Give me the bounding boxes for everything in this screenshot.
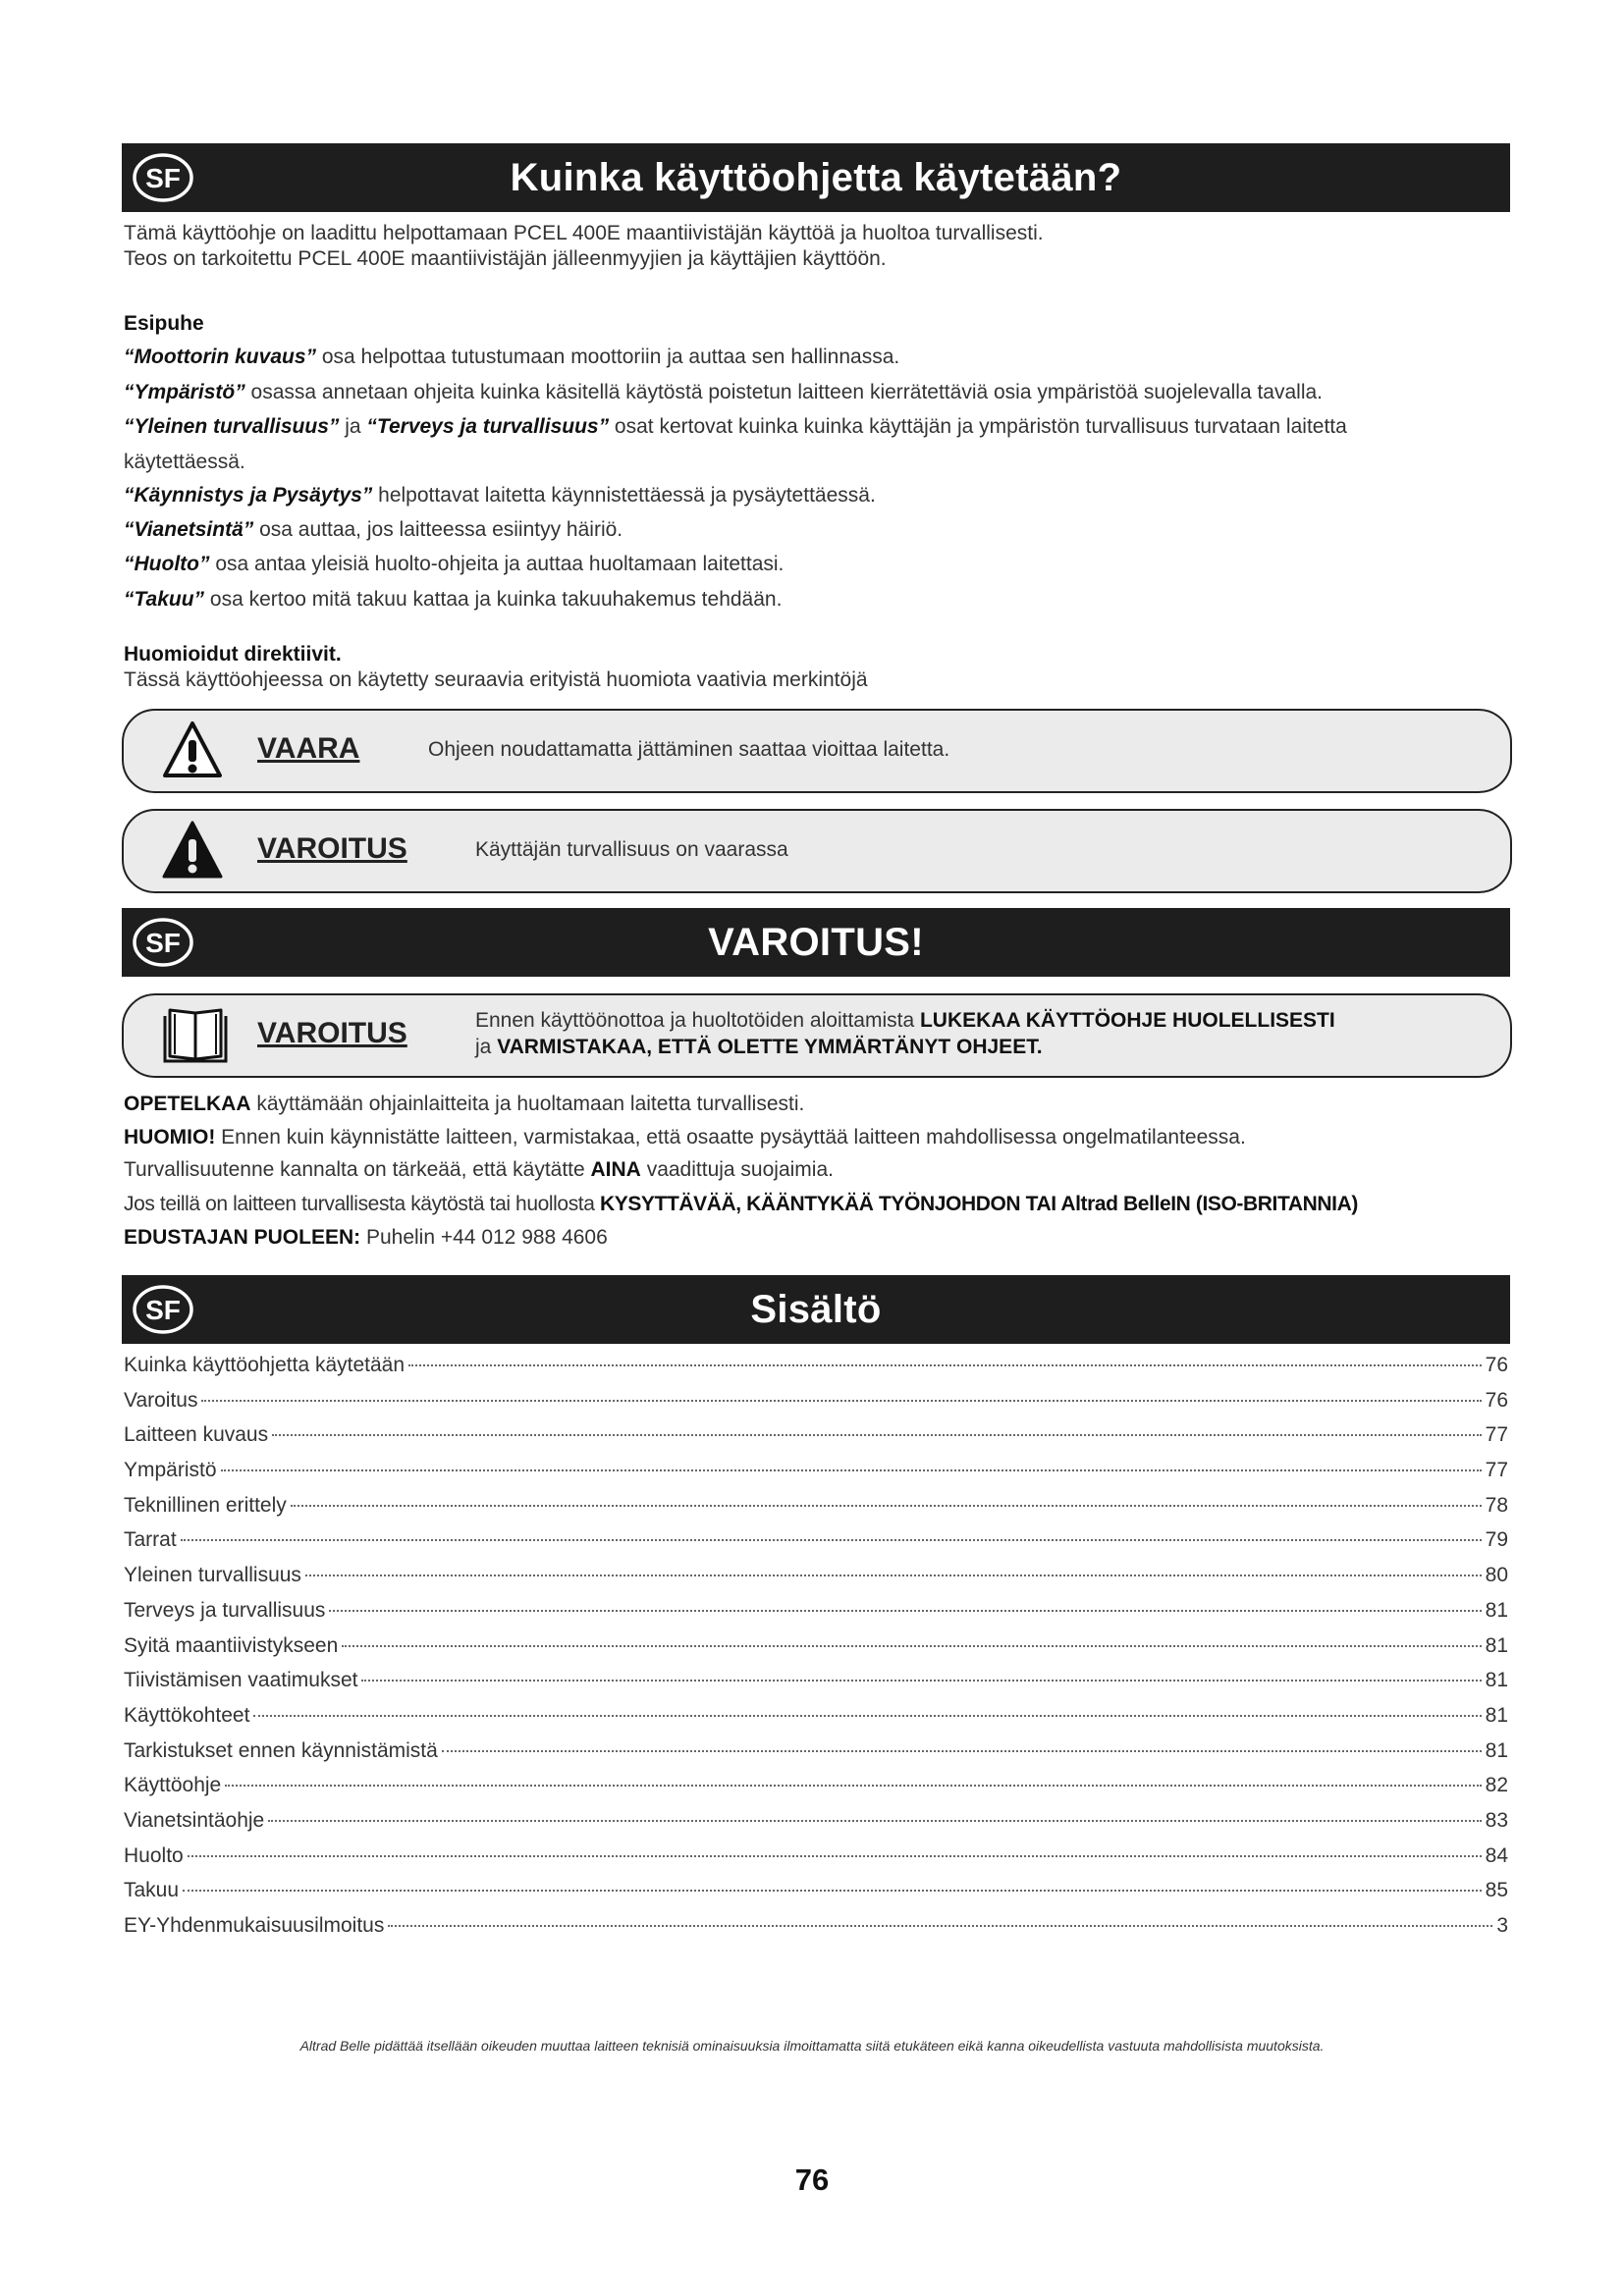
sf-badge-icon [132, 152, 194, 203]
sf-badge-label: SF [145, 928, 181, 958]
manual-book-icon [161, 1002, 230, 1067]
directives-text: Tässä käyttöohjeessa on käytetty seuraavia erityistä huomiota vaativia merkintöjä [124, 668, 868, 691]
sf-badge-icon [132, 917, 194, 968]
toc-entry[interactable]: Vianetsintäohje 83 [124, 1808, 1508, 1832]
toc-entry[interactable]: Tarkistukset ennen käynnistämistä 81 [124, 1738, 1508, 1762]
manual-box-label: VAROITUS [257, 1017, 407, 1049]
page-number: 76 [794, 2163, 830, 2197]
esipuhe-item: “Ympäristö” osassa annetaan ohjeita kuinka käsitellä käytöstä poistetun laitteen kierrätettäviä osia ympäristöä suojelevalla tavalla. [124, 381, 1324, 403]
vaara-box [122, 709, 1512, 793]
section-title-contents: Sisältö [750, 1287, 882, 1331]
toc-entry[interactable]: EY-Yhdenmukaisuusilmoitus 3 [124, 1914, 1508, 1937]
esipuhe-item-continued: käytettäessä. [124, 451, 245, 473]
esipuhe-item: “Vianetsintä” osa auttaa, jos laitteessa esiintyy häiriö. [124, 518, 623, 541]
toc-entry[interactable]: Syitä maantiivistykseen 81 [124, 1633, 1508, 1657]
varoitus-text: Käyttäjän turvallisuus on vaarassa [475, 838, 788, 861]
esipuhe-item: “Moottorin kuvaus” osa helpottaa tutustumaan moottoriin ja auttaa sen hallinnassa. [124, 346, 900, 368]
toc-entry[interactable]: Tarrat 79 [124, 1528, 1508, 1552]
section-header-warning [122, 908, 1510, 977]
page-title: Kuinka käyttöohjetta käytetään? [510, 155, 1122, 199]
toc-entry[interactable]: Yleinen turvallisuus 80 [124, 1564, 1508, 1587]
read-manual-box [122, 993, 1512, 1078]
toc-entry[interactable]: Ympäristö 77 [124, 1459, 1508, 1482]
toc-entry[interactable]: Käyttöohje 82 [124, 1774, 1508, 1797]
intro-line-1: Tämä käyttöohje on laadittu helpottamaan PCEL 400E maantiivistäjän käyttöä ja huoltoa turvallisesti. [124, 222, 1044, 244]
toc-entry[interactable]: Laitteen kuvaus 77 [124, 1423, 1508, 1447]
esipuhe-item: “Takuu” osa kertoo mitä takuu kattaa ja kuinka takuuhakemus tehdään. [124, 588, 783, 611]
table-of-contents [124, 1354, 1508, 1949]
section-title-warning: VAROITUS! [708, 920, 924, 964]
toc-entry[interactable]: Tiivistämisen vaatimukset 81 [124, 1669, 1508, 1692]
esipuhe-heading: Esipuhe [124, 312, 204, 335]
intro-line-2: Teos on tarkoitettu PCEL 400E maantiivistäjän jälleenmyyjien ja käyttäjien käyttöön. [124, 247, 887, 270]
toc-entry[interactable]: Huolto 84 [124, 1843, 1508, 1867]
toc-entry[interactable]: Takuu 85 [124, 1879, 1508, 1902]
vaara-label: VAARA [257, 732, 360, 765]
esipuhe-item: “Käynnistys ja Pysäytys” helpottavat laitetta käynnistettäessä ja pysäytettäessä. [124, 484, 876, 507]
sf-badge-label: SF [145, 163, 181, 193]
vaara-text: Ohjeen noudattamatta jättäminen saattaa vioittaa laitetta. [428, 738, 950, 761]
toc-entry[interactable]: Käyttökohteet 81 [124, 1703, 1508, 1727]
toc-entry[interactable]: Teknillinen erittely 78 [124, 1493, 1508, 1517]
varoitus-box [122, 809, 1512, 893]
sf-badge-label: SF [145, 1295, 181, 1325]
esipuhe-item: “Huolto” osa antaa yleisiä huolto-ohjeita ja auttaa huoltamaan laitettasi. [124, 553, 785, 575]
sf-badge-icon [132, 1284, 194, 1335]
toc-entry[interactable]: Varoitus 76 [124, 1388, 1508, 1412]
warning-filled-icon [161, 819, 224, 881]
note-contact: Jos teillä on laitteen turvallisesta käytöstä tai huollosta KYSYTTÄVÄÄ, KÄÄNTYKÄÄ TYÖNJOHDON TAI Altrad BelleIN (ISO-BRITANNIA) [124, 1193, 1358, 1215]
esipuhe-item: “Yleinen turvallisuus” ja “Terveys ja turvallisuus” osat kertovat kuinka kuinka käyttäjän ja ympäristön turvallisuus turvataan laitetta [124, 415, 1347, 438]
legal-footnote: Altrad Belle pidättää itsellään oikeuden muuttaa laitteen teknisiä ominaisuuksia ilmoittamatta siitä etukäteen eikä kanna oikeudellista vastuuta mahdollisista muutoksista. [299, 2038, 1325, 2054]
toc-entry[interactable]: Terveys ja turvallisuus 81 [124, 1598, 1508, 1622]
toc-entry[interactable]: Kuinka käyttöohjetta käytetään 76 [124, 1354, 1508, 1376]
directives-heading: Huomioidut direktiivit. [124, 643, 342, 666]
note-attention: HUOMIO! Ennen kuin käynnistätte laitteen, varmistakaa, että osaatte pysäyttää laitteen mahdollisessa ongelmatilanteessa. [124, 1126, 1246, 1148]
section-header-contents [122, 1275, 1510, 1344]
note-learn-controls: OPETELKAA käyttämään ohjainlaitteita ja huoltamaan laitetta turvallisesti. [124, 1093, 805, 1115]
note-protective-gear: Turvallisuutenne kannalta on tärkeää, että käytätte AINA vaadittuja suojaimia. [124, 1158, 834, 1181]
note-phone: EDUSTAJAN PUOLEEN: Puhelin +44 012 988 4606 [124, 1226, 608, 1249]
varoitus-label: VAROITUS [257, 832, 407, 865]
manual-box-text: Ennen käyttöönottoa ja huoltotöiden aloittamista LUKEKAA KÄYTTÖOHJE HUOLELLISESTI ja VARMISTAKAA, ETTÄ OLETTE YMMÄRTÄNYT OHJEET. [475, 1009, 1335, 1058]
section-header-usage [122, 143, 1510, 212]
warning-outline-icon [161, 719, 224, 781]
